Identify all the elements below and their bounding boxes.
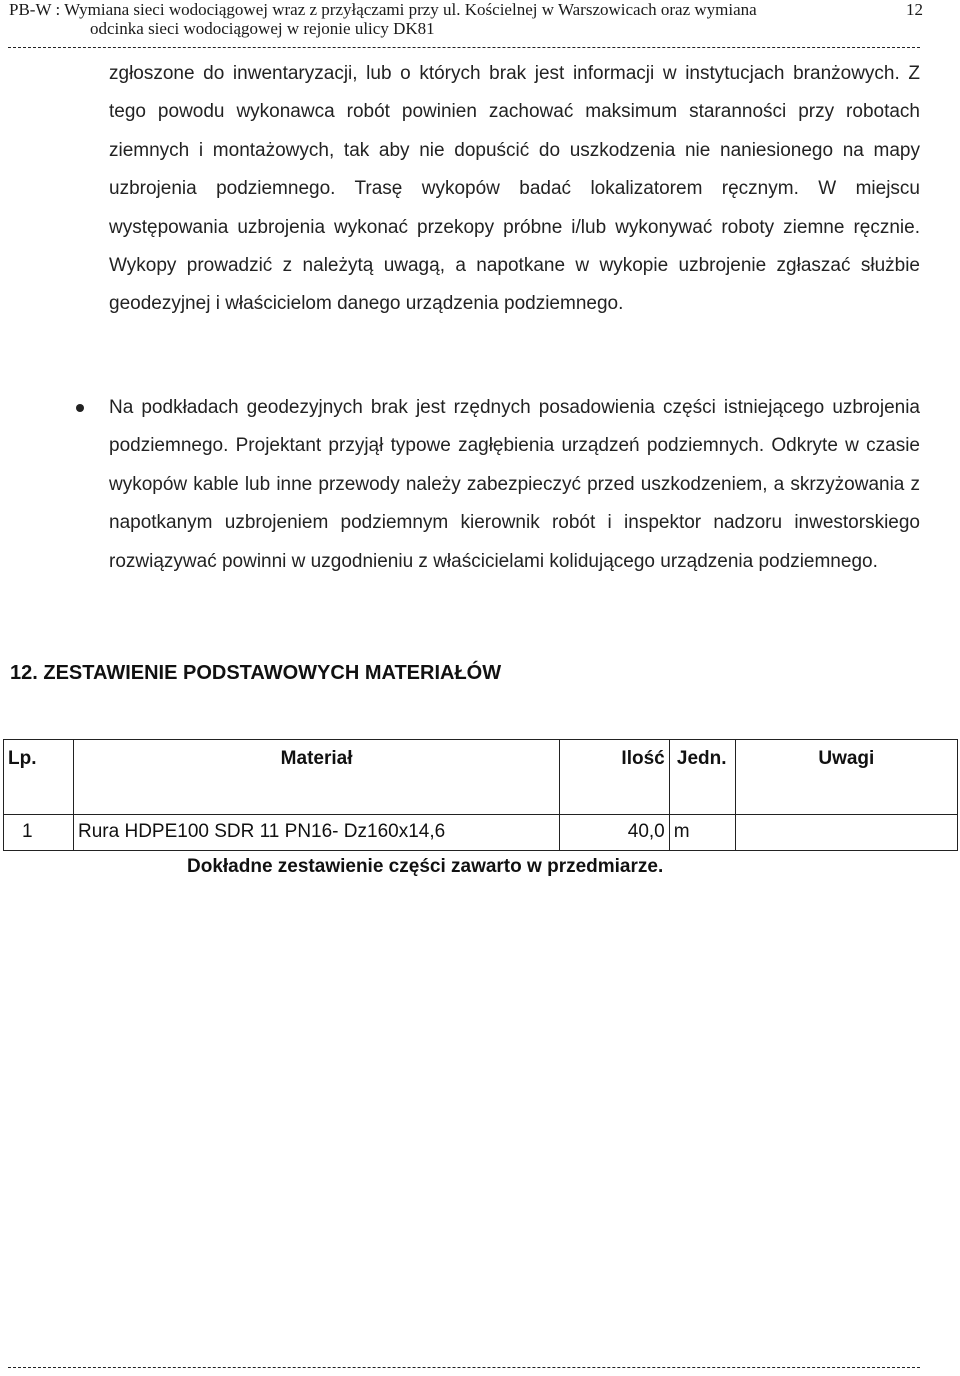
bullet-paragraph: Na podkładach geodezyjnych brak jest rzędnych posadowienia części istniejącego uzbrojenia podziemnego. Projektant przyjął typowe zagłębienia urządzeń podziemnych. Odkryte w czasie wykopów kable lub inne przewody należy zabezpieczyć przed uszkodzeniem, a skrzyżowania z napotkanym uzbrojeniem podziemnym kierownik robót i inspektor nadzoru inwestorskiego rozwiązywać powinni w uzgodnieniu z właścicielami kolidującego urządzenia podziemnego. [109,397,920,572]
cell-lp: 1 [4,815,74,851]
cell-quantity: 40,0 [560,815,670,851]
cell-unit: m [669,815,735,851]
page-number: 12 [906,0,923,19]
col-header-lp: Lp. [4,740,74,815]
table-header-row [4,740,958,815]
col-header-quantity: Ilość [560,740,670,815]
header-title-line2: odcinka sieci wodociągowej w rejonie ulicy DK81 [90,19,435,38]
section-heading: 12. ZESTAWIENIE PODSTAWOWYCH MATERIAŁÓW [10,662,502,684]
col-header-material: Materiał [74,740,560,815]
paragraph-continuation: zgłoszone do inwentaryzacji, lub o których brak jest informacji w instytucjach branżowych. Z tego powodu wykonawca robót powinien zachować maksimum staranności przy robotach ziemnych i montażowych, tak aby nie dopuścić do uszkodzenia nie naniesionego na mapy uzbrojenia podziemnego. Trasę wykopów badać lokalizatorem ręcznym. W miejscu występowania uzbrojenia wykonać przekopy próbne i/lub wykonywać roboty ziemne ręcznie. Wykopy prowadzić z należytą uwagą, a napotkane w wykopie uzbrojenie zgłaszać służbie geodezyjnej i właścicielom danego urządzenia podziemnego. [109,63,920,315]
col-header-unit-cell [669,740,735,815]
page-header [9,0,939,38]
cell-material: Rura HDPE100 SDR 11 PN16- Dz160x14,6 [74,815,560,851]
table-row [4,815,958,851]
bullet-icon [76,404,84,412]
materials-table [3,739,958,851]
header-title-line1: PB-W : Wymiana sieci wodociągowej wraz z przyłączami przy ul. Kościelnej w Warszowicach oraz wymiana [9,0,757,19]
col-header-unit: Jedn. [676,748,727,769]
footer-divider [8,1367,920,1368]
materials-note: Dokładne zestawienie części zawarto w przedmiarze. [187,856,664,877]
header-divider [8,47,920,48]
cell-remarks [735,815,957,851]
col-header-remarks: Uwagi [735,740,957,815]
